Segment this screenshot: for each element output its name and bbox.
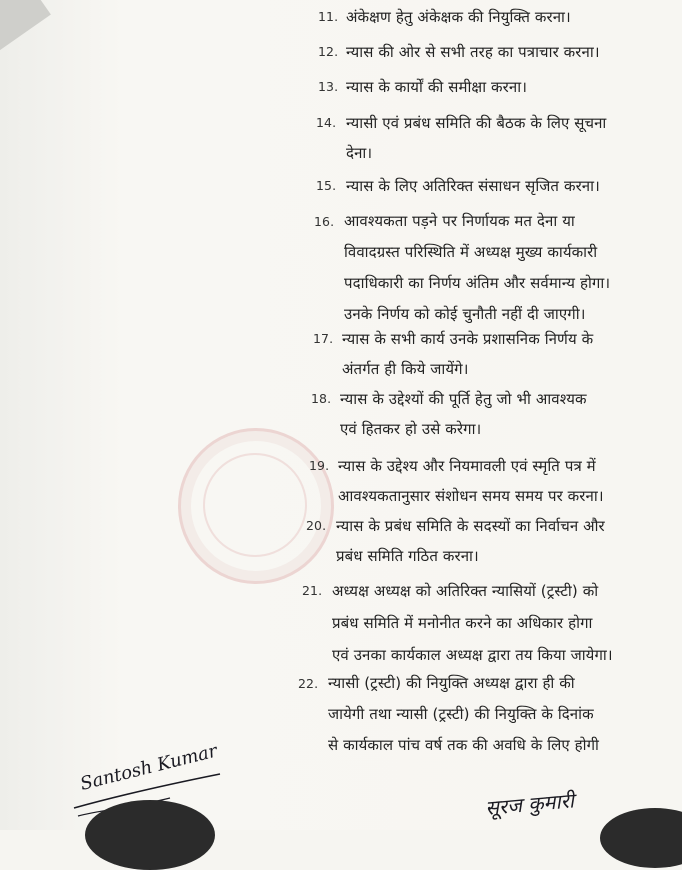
signature-suraj-kumari [480,775,620,830]
clause-text [328,668,599,761]
clause-number: 21. [302,583,323,598]
seal-inner-ring [203,453,307,557]
clause-line: से कार्यकाल पांच वर्ष तक की अवधि के लिए होगी [328,736,600,754]
clause-number: 15. [316,178,337,193]
clause-line: प्रबंध समिति गठित करना। [336,547,479,565]
clause-line: अंतर्गत ही किये जायेंगे। [342,360,469,378]
clause-line: न्यास के सभी कार्य उनके प्रशासनिक निर्णय के [342,330,594,348]
clause-line: अंकेक्षण हेतु अंकेक्षक की नियुक्ति करना। [346,8,571,26]
clause-line: एवं उनका कार्यकाल अध्यक्ष द्वारा तय किया जायेगा। [332,646,613,664]
clause-number: 22. [298,676,319,691]
clause-text [340,384,587,444]
clause-text [338,451,604,511]
clause-text [342,324,593,384]
photo-edge-left [85,800,215,870]
clause-line: विवादग्रस्त परिस्थिति में अध्यक्ष मुख्य कार्यकारी [344,243,598,261]
clause-line: न्यास के उद्देश्य और नियमावली एवं स्मृति पत्र में [338,457,596,475]
clause-text [344,206,610,330]
clause-line: अध्यक्ष अध्यक्ष को अतिरिक्त न्यासियों (ट्रस्टी) को [332,582,599,600]
clause-line: न्यास के उद्देश्यों की पूर्ति हेतु जो भी आवश्यक [340,390,587,408]
clause-number: 17. [313,331,334,346]
clause-number: 12. [318,44,339,59]
clause-text [346,37,600,67]
signature-left-text: Santosh Kumar [78,740,220,795]
clause-text [336,511,605,571]
clause-line: न्यास के प्रबंध समिति के सदस्यों का निर्वाचन और [336,517,605,535]
clause-line: न्यास के कार्यों की समीक्षा करना। [346,78,527,96]
clause-line: आवश्यकता पड़ने पर निर्णायक मत देना या [344,212,575,230]
clause-text [346,72,527,102]
clause-number: 14. [316,115,337,130]
clause-text [346,108,606,168]
clause-line: न्यासी (ट्रस्टी) की नियुक्ति अध्यक्ष द्वारा ही की [328,674,575,692]
clause-line: आवश्यकतानुसार संशोधन समय समय पर करना। [338,487,604,505]
signature-right-text: सूरज कुमारी [484,788,575,820]
clause-text [346,171,600,201]
clause-line: न्यास की ओर से सभी तरह का पत्राचार करना। [346,43,600,61]
clause-line: जायेगी तथा न्यासी (ट्रस्टी) की नियुक्ति के दिनांक [328,705,594,723]
clause-line: पदाधिकारी का निर्णय अंतिम और सर्वमान्य होगा। [344,274,611,292]
clause-number: 18. [311,391,332,406]
clause-line: न्यासी एवं प्रबंध समिति की बैठक के लिए सूचना [346,114,607,132]
clause-line: प्रबंध समिति में मनोनीत करने का अधिकार होगा [332,614,593,632]
clause-text [332,575,613,671]
clause-line: एवं हितकर हो उसे करेगा। [340,420,482,438]
clause-number: 19. [309,458,330,473]
clause-number: 11. [318,9,339,24]
clause-line: न्यास के लिए अतिरिक्त संसाधन सृजित करना। [346,177,600,195]
clause-number: 13. [318,79,339,94]
clause-line: देना। [346,144,373,162]
clause-text [346,2,571,32]
clause-number: 20. [306,518,327,533]
clause-number: 16. [314,214,335,229]
clause-line: उनके निर्णय को कोई चुनौती नहीं दी जाएगी। [344,305,586,323]
